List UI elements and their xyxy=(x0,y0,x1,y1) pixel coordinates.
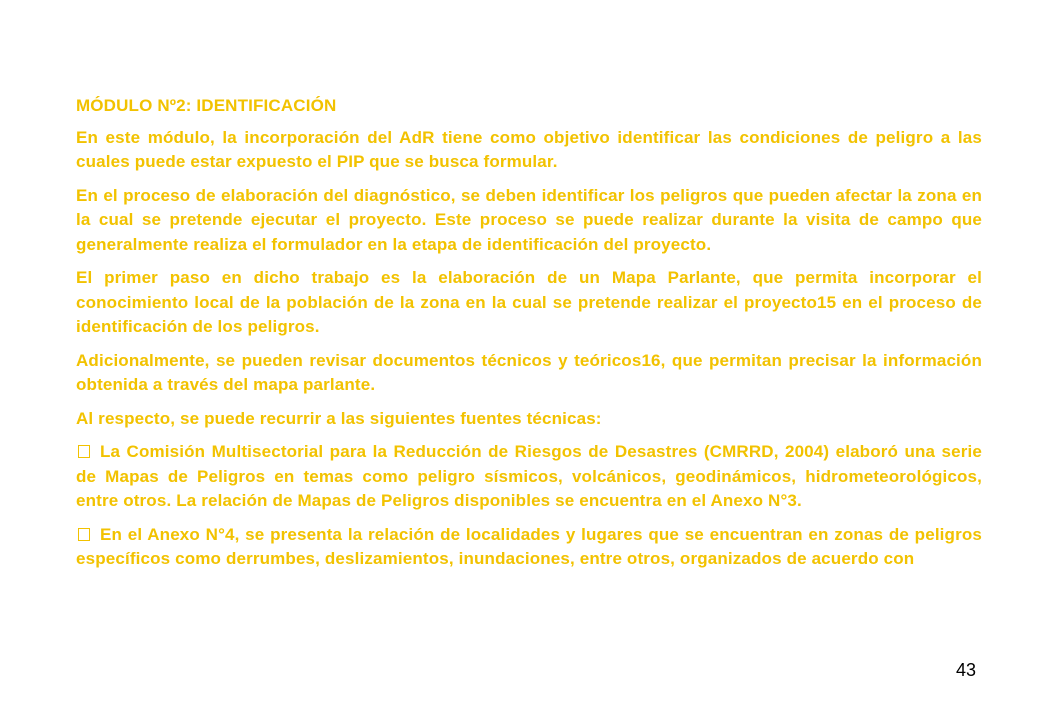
bullet-item xyxy=(76,440,982,514)
paragraph-mapa-parlante: El primer paso en dicho trabajo es la elaboración de un Mapa Parlante, que permita incorporar el conocimiento local de la población de la zona en la cual se pretende realizar el proyecto15 en el proceso de identificación de los peligros. xyxy=(76,268,982,336)
paragraph-intro: En este módulo, la incorporación del AdR tiene como objetivo identificar las condiciones de peligro a las cuales puede estar expuesto el PIP que se busca formular. xyxy=(76,127,982,171)
page-number: 43 xyxy=(955,660,976,680)
paragraph-technical-documents: Adicionalmente, se pueden revisar documentos técnicos y teóricos16, que permitan precisar la información obtenida a través del mapa parlante. xyxy=(76,350,982,394)
paragraph-diagnostic: En el proceso de elaboración del diagnóstico, se deben identificar los peligros que pueden afectar la zona en la cual se pretende ejecutar el proyecto. Este proceso se puede realizar durante la visita de campo que generalmente realiza el formulador en la etapa de identificación del proyecto. xyxy=(76,185,982,254)
bullet-box-icon xyxy=(78,528,90,541)
bullet-item xyxy=(76,523,982,572)
document-body xyxy=(76,94,982,581)
bullet-box-icon xyxy=(78,445,90,458)
paragraph-sources-intro: Al respecto, se puede recurrir a las siguientes fuentes técnicas: xyxy=(76,408,602,428)
bullet-text: La Comisión Multisectorial para la Reducción de Riesgos de Desastres (CMRRD, 2004) elaboró una serie de Mapas de Peligros en temas como peligro sísmicos, volcánicos, geodinámicos, hidrometeorológicos, entre otros. La relación de Mapas de Peligros disponibles se encuentra en el Anexo N°3. xyxy=(76,442,982,510)
bullet-text: En el Anexo N°4, se presenta la relación de localidades y lugares que se encuentran en zonas de peligros específicos como derrumbes, deslizamientos, inundaciones, entre otros, organizados de acuerdo con xyxy=(76,524,982,568)
section-heading: MÓDULO Nº2: IDENTIFICACIÓN xyxy=(76,96,337,115)
